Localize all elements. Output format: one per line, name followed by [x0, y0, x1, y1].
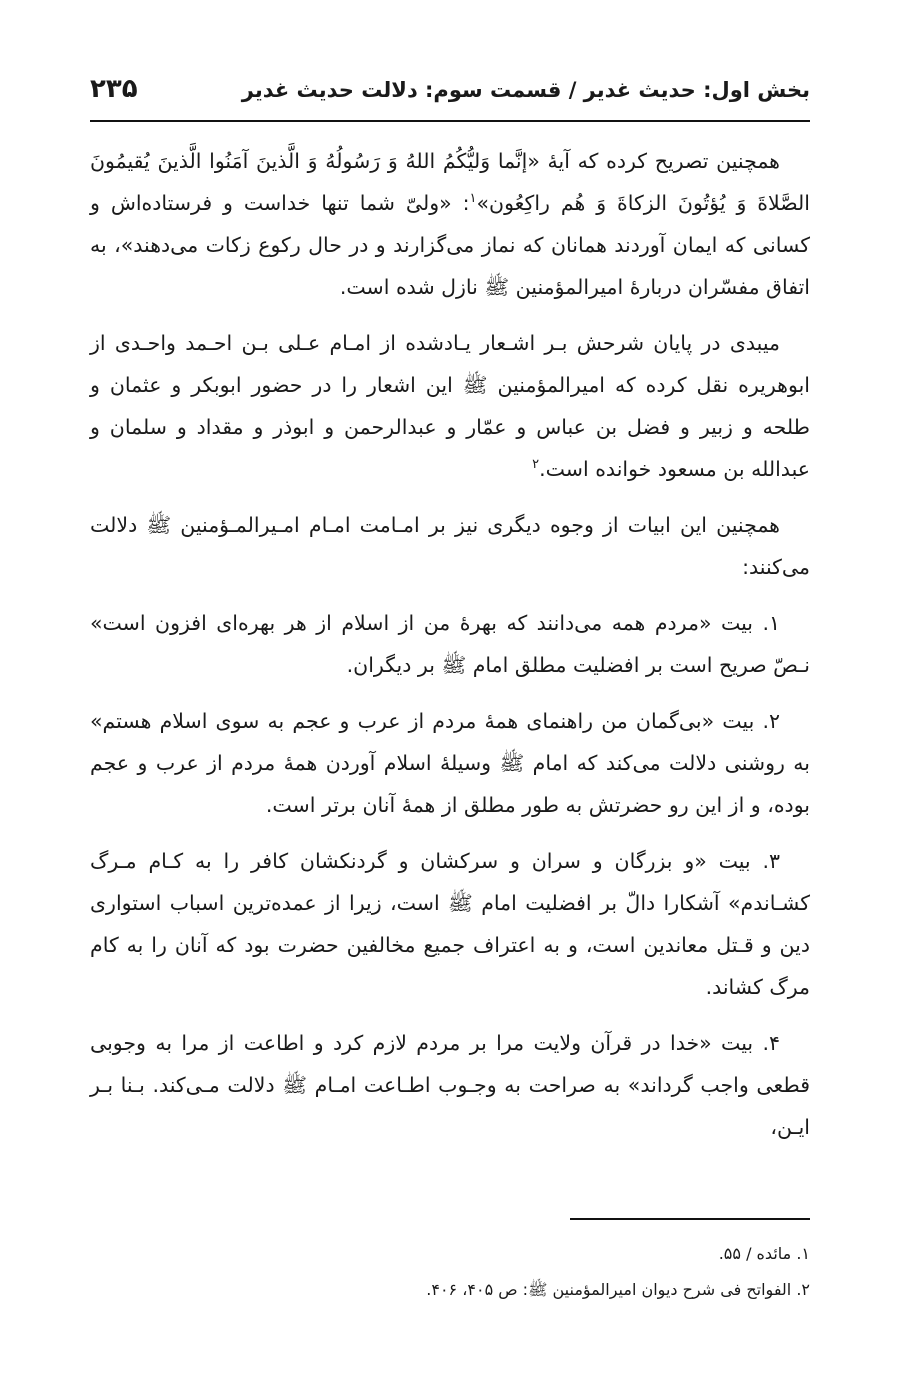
footnotes	[90, 1236, 810, 1308]
paragraph-4	[90, 602, 810, 686]
paragraph-3	[90, 504, 810, 588]
paragraph-4-text: ۱. بیت «مردم همه می‌دانند که بهرهٔ من از اسلام از هر بهره‌ای افزون است» نـصّ صریح است بر افضلیت مطلق امام ﷺ بر دیگران.	[90, 611, 810, 677]
footnote-2: ۲. الفواتح فی شرح دیوان امیرالمؤمنین ﷺ: ص ۴۰۵، ۴۰۶.	[426, 1280, 810, 1299]
paragraph-1	[90, 140, 810, 308]
paragraph-5	[90, 700, 810, 826]
paragraph-2	[90, 322, 810, 490]
paragraph-3-text: همچنین این ابیات از وجوه دیگری نیز بر امـامت امـام امـیرالمـؤمنین ﷺ دلالت می‌کنند:	[90, 513, 810, 579]
running-header	[90, 70, 810, 122]
paragraph-1-text-before: همچنین تصریح کرده که آیهٔ «إنَّما وَلیُّکُمُ اللهُ وَ رَسُولُهُ وَ الَّذینَ آمَنُوا الَّذینَ یُقیمُونَ الصَّلاةَ وَ یُؤتُونَ الزکاةَ وَ هُم راکِعُون»	[90, 149, 810, 215]
paragraph-1-text-after: : «ولیّ شما تنها خداست و فرستاده‌اش و کسانی که ایمان آوردند همانان که نماز می‌گزارند و در حال رکوع زکات می‌دهند»، به اتفاق مفسّران دربارهٔ امیرالمؤمنین ﷺ نازل شده است.	[90, 191, 810, 299]
footnote-ref-2: ۲	[532, 457, 540, 473]
header-title: بخش اول: حدیث غدیر / قسمت سوم: دلالت حدیث غدیر	[241, 78, 810, 102]
body-text	[90, 140, 810, 1162]
footnote-ref-1: ۱	[469, 191, 477, 207]
paragraph-7-text: ۴. بیت «خدا در قرآن ولایت مرا بر مردم لازم کرد و اطاعت از مرا به وجوبی قطعی واجب گرداند» به صراحت به وجـوب اطـاعت امـام ﷺ دلالت مـی‌کند. بـنا بـر ایـن،	[90, 1031, 810, 1139]
paragraph-7	[90, 1022, 810, 1148]
paragraph-2-text: میبدی در پایان شرحش بـر اشـعار یـادشده از امـام عـلی بـن احـمد واحـدی از ابوهریره نقل کرده که امیرالمؤمنین ﷺ این اشعار را در حضور ابوبکر و عثمان و طلحه و زبیر و فضل بن عباس و عمّار و عبدالرحمن و ابوذر و مقداد و سلمان و عبدالله بن مسعود خوانده است.	[90, 331, 810, 481]
footnote-1: ۱. مائده / ۵۵.	[718, 1244, 810, 1263]
footnote-separator	[570, 1218, 810, 1220]
page-number: ۲۳۵	[90, 74, 138, 104]
paragraph-6-text: ۳. بیت «و بزرگان و سران و سرکشان و گردنکشان کافر را به کـام مـرگ کشـاندم» آشکارا دالّ بر افضلیت امام ﷺ است، زیرا از عمده‌ترین اسباب استواری دین و قـتل معاندین است، و به اعتراف جمیع مخالفین حضرت بود که آنان را به کام مرگ کشاند.	[90, 849, 810, 999]
paragraph-5-text: ۲. بیت «بی‌گمان من راهنمای همهٔ مردم از عرب و عجم به سوی اسلام هستم» به روشنی دلالت می‌کند که امام ﷺ وسیلهٔ اسلام آوردن همهٔ مردم از عرب و عجم بوده، و از این رو حضرتش به طور مطلق از همهٔ آنان برتر است.	[90, 709, 810, 817]
paragraph-6	[90, 840, 810, 1008]
